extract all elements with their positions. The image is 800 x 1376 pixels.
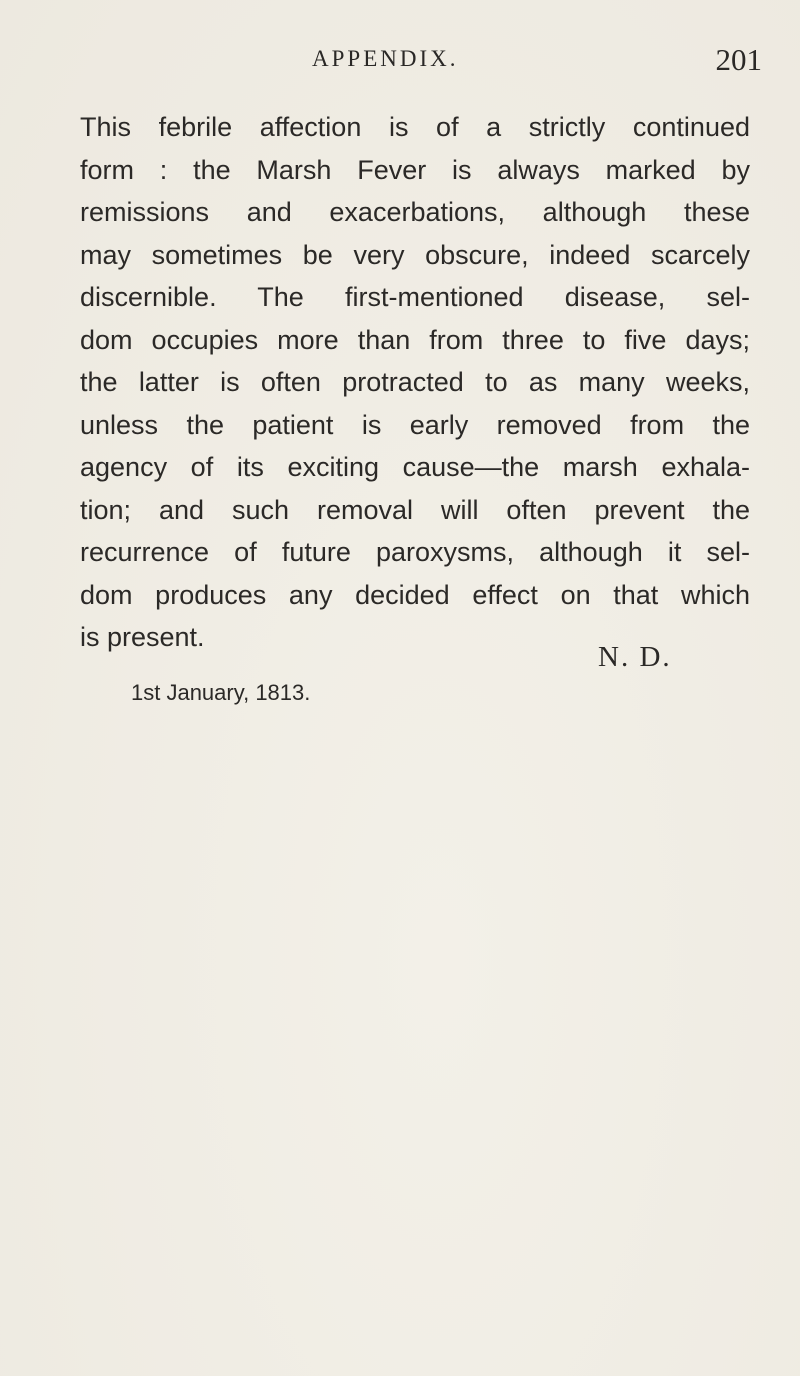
paragraph-line: remissions and exacerbations, although these bbox=[80, 197, 750, 227]
paragraph-line: tion; and such removal will often prevent the bbox=[80, 494, 750, 525]
paragraph-line: recurrence of future paroxysms, although it sel- bbox=[80, 537, 750, 567]
paragraph-line: discernible. The first-mentioned disease, sel- bbox=[80, 282, 750, 312]
paragraph-line: is present. bbox=[80, 622, 205, 652]
paragraph-line: may sometimes be very obscure, indeed scarcely bbox=[80, 239, 750, 270]
running-head-title: APPENDIX. bbox=[312, 46, 459, 71]
date-line: 1st January, 1813. bbox=[131, 680, 311, 705]
paragraph-line: agency of its exciting cause—the marsh exhala- bbox=[80, 452, 750, 482]
show-through-text bbox=[100, 630, 780, 1270]
paragraph-line: This febrile affection is of a strictly continued bbox=[80, 112, 750, 142]
body-paragraph bbox=[80, 106, 750, 659]
paragraph-line: dom produces any decided effect on that which bbox=[80, 579, 750, 610]
page-number: 201 bbox=[715, 42, 762, 77]
running-head bbox=[0, 42, 800, 86]
author-initials: N. D. bbox=[598, 641, 672, 673]
paragraph-line: dom occupies more than from three to five days; bbox=[80, 324, 750, 355]
paragraph-line: the latter is often protracted to as many weeks, bbox=[80, 367, 750, 397]
paragraph-line: unless the patient is early removed from the bbox=[80, 409, 750, 440]
paragraph-line: form : the Marsh Fever is always marked by bbox=[80, 154, 750, 185]
